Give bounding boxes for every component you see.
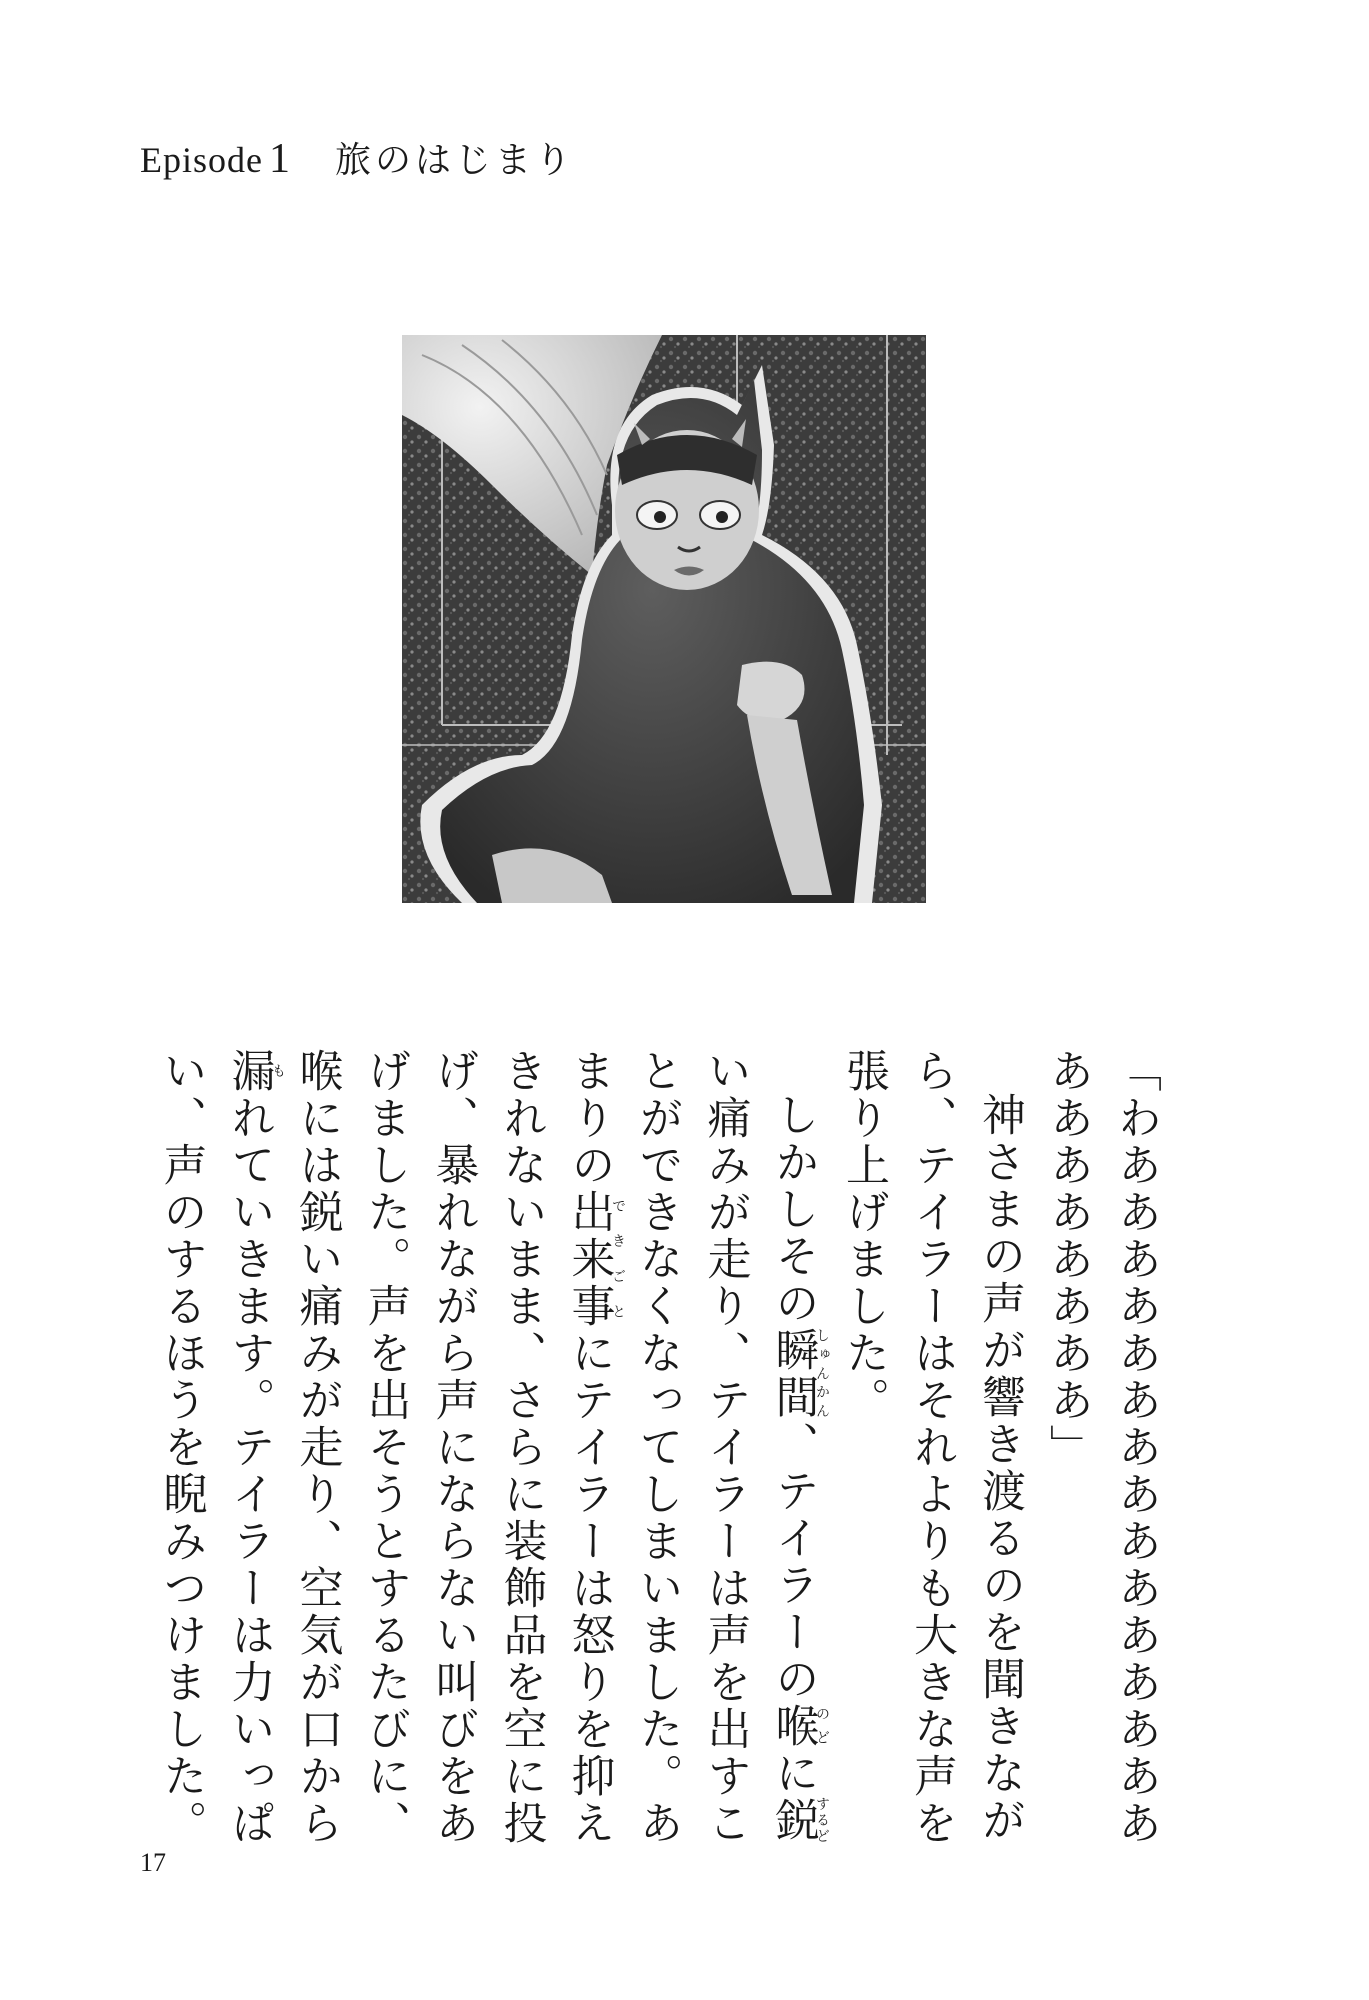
text-span: れていきます。テイラーは力いっぱい、声のするほうを睨みつけました。 — [155, 1048, 275, 1847]
ruby-dekigoto: 出来事できごと — [563, 1189, 626, 1330]
episode-label: Episode — [140, 140, 263, 180]
paragraph-3 — [147, 1048, 830, 1868]
text-span: 、テイラーの — [767, 1421, 819, 1703]
episode-number: 1 — [268, 136, 291, 182]
chapter-title: 旅のはじまり — [334, 140, 575, 181]
illustration — [402, 335, 926, 903]
text-span: にテイラーは怒りを抑えきれないまま、さらに装飾品を空に投げ、暴れながら声にならない叫びをあげました。声を出そうとするたびに、喉には鋭い痛みが走り、空気が口から — [291, 1048, 615, 1847]
chapter-header — [140, 132, 575, 183]
body-text — [147, 1048, 1170, 1868]
page-number: 17 — [140, 1848, 166, 1877]
ruby-nodo: 喉のど — [767, 1703, 830, 1750]
illustration-winged-creature — [402, 335, 926, 903]
ruby-more: 漏も — [223, 1048, 286, 1095]
text-span: い痛みが走り、テイラーは声を出すことができなくなってしまいました。あまりの — [563, 1048, 751, 1847]
paragraph-1: 「わあああああああああああああああああああああああ」 — [1042, 1048, 1161, 1847]
ruby-shunkan: 瞬間しゅんかん — [767, 1327, 830, 1421]
text-span: に — [767, 1750, 819, 1797]
text-span: しかしその — [767, 1092, 819, 1327]
paragraph-2: 神さまの声が響き渡るのを聞きながら、テイラーはそれよりも大きな声を張り上げました。 — [838, 1048, 1025, 1847]
ruby-surudo: 鋭するど — [767, 1796, 830, 1845]
